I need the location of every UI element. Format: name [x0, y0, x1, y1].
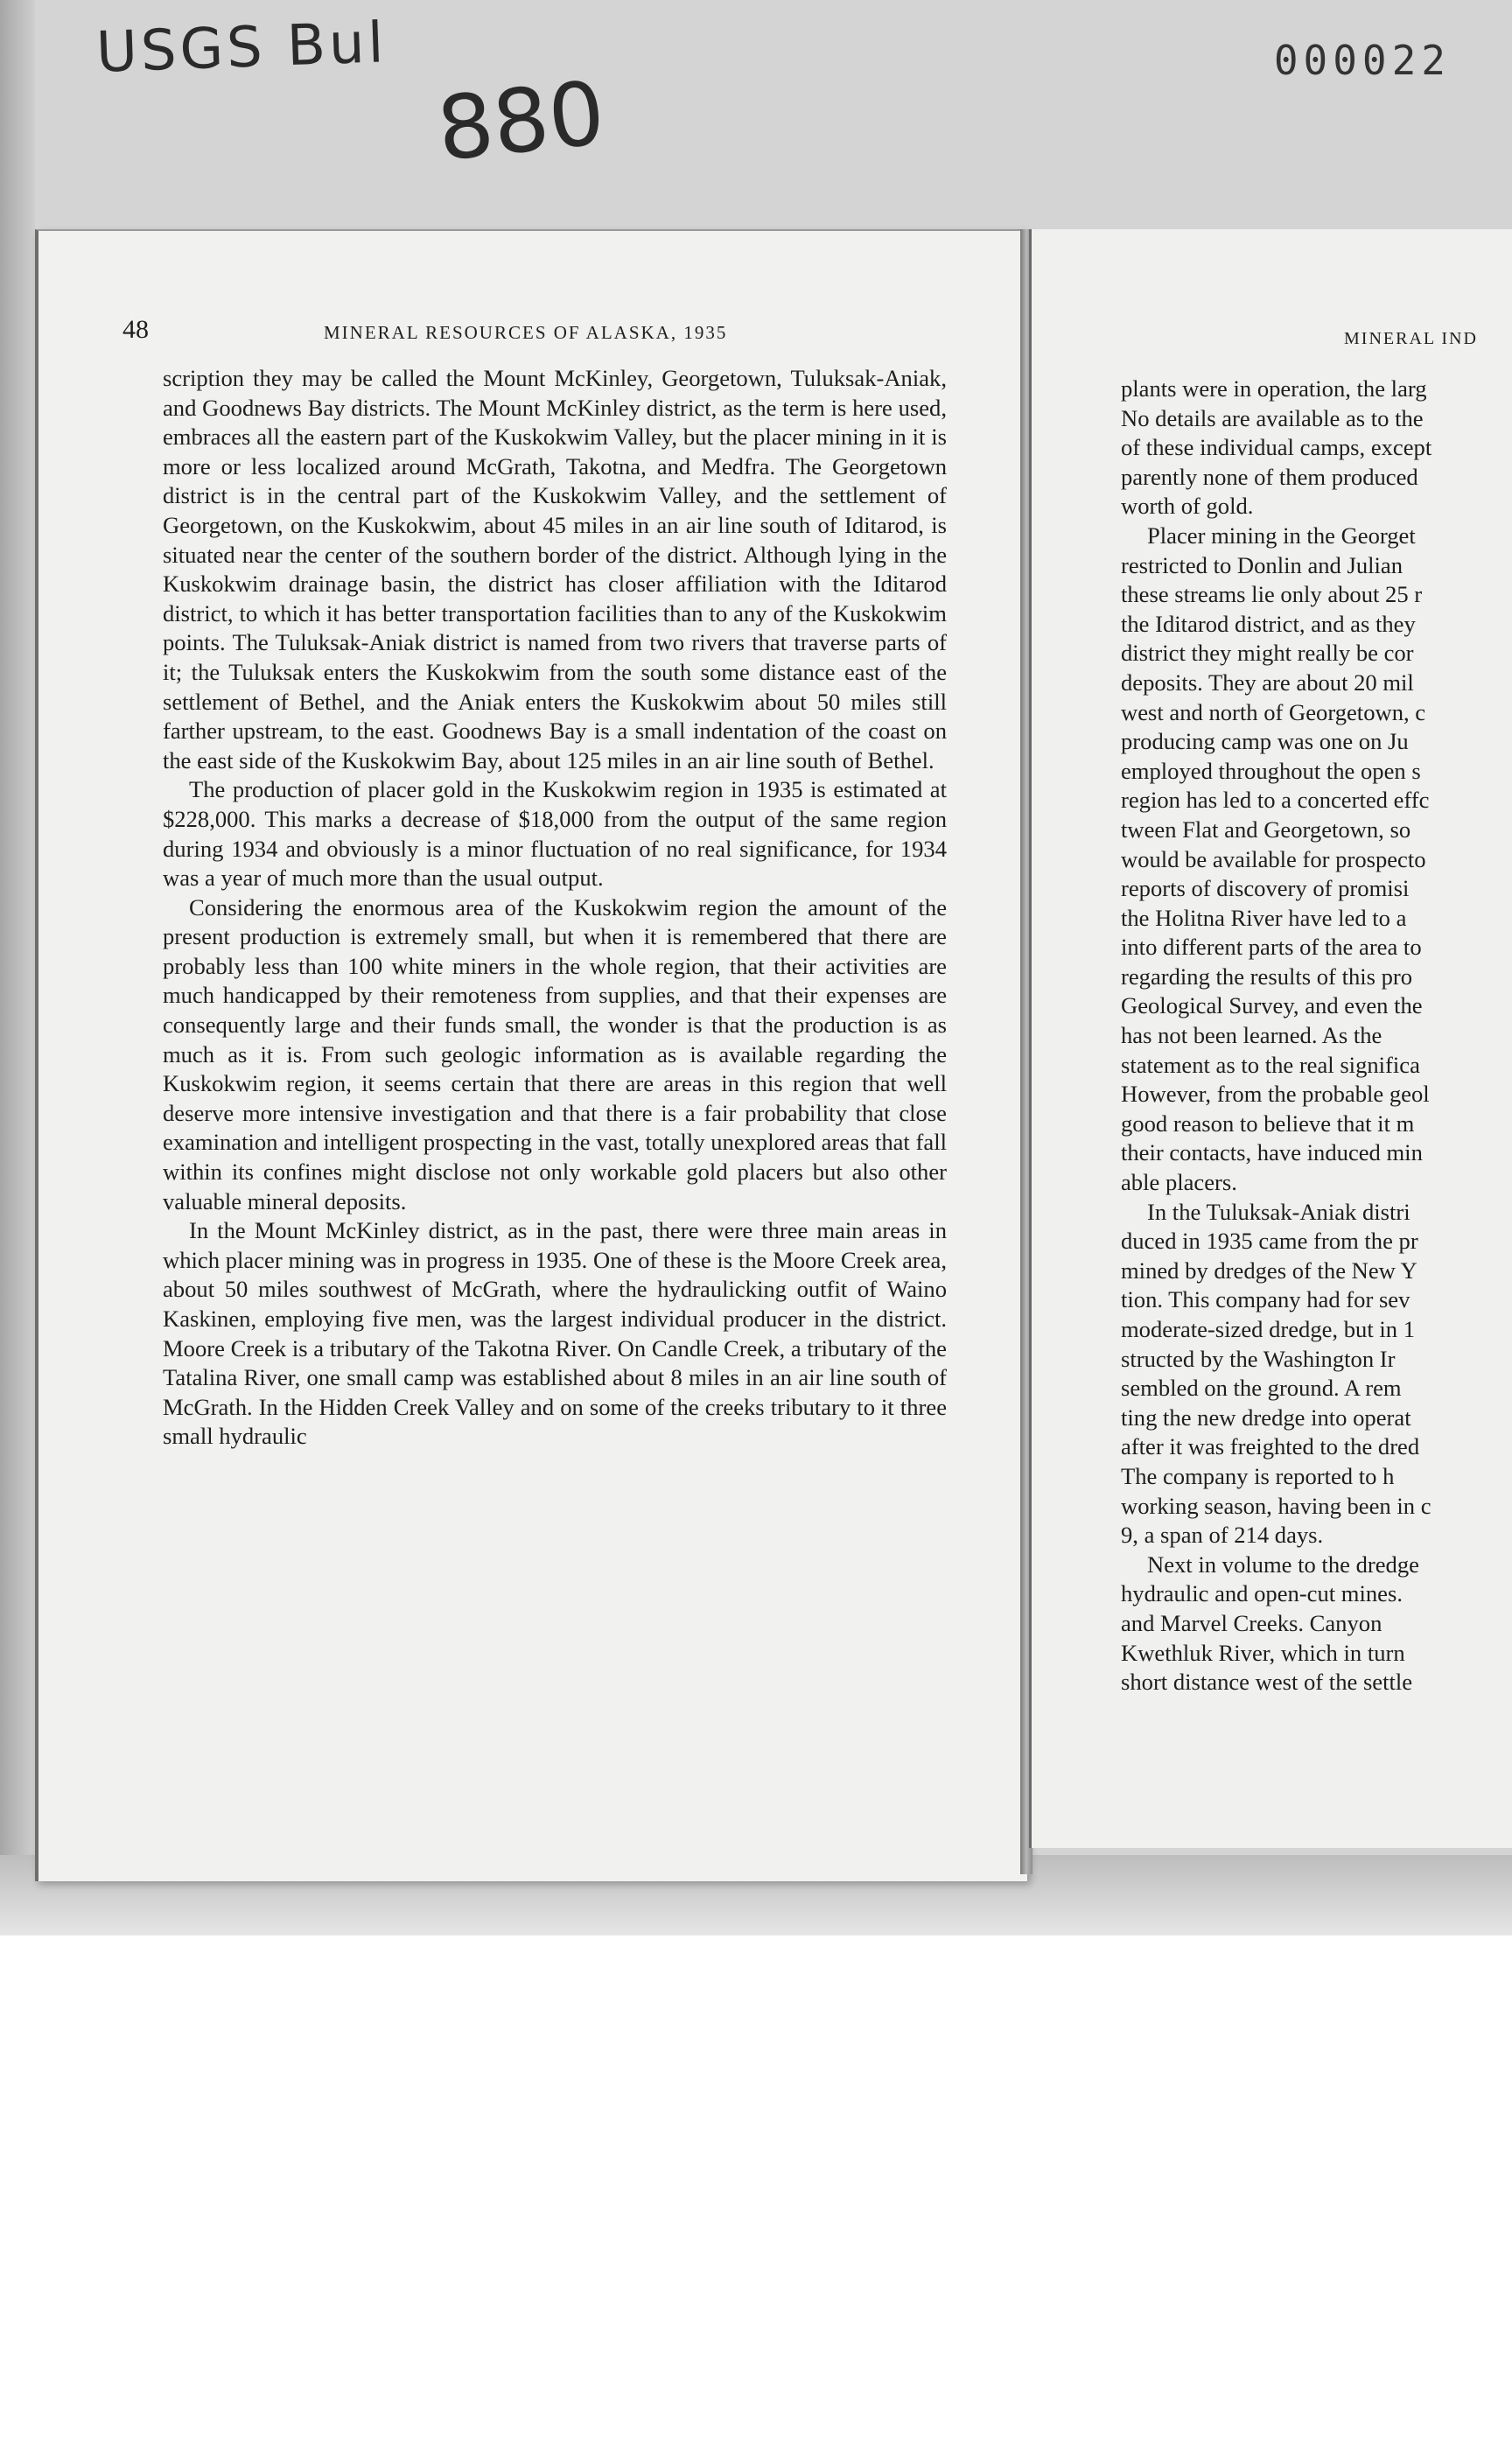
right-page-line: duced in 1935 came from the pr [1121, 1228, 1418, 1255]
right-page-line: plants were in operation, the larg [1121, 375, 1427, 402]
right-page-line: of these individual camps, except [1121, 434, 1432, 461]
right-page-line: mined by dredges of the New Y [1121, 1256, 1418, 1284]
right-page-line: Geological Survey, and even the [1121, 992, 1423, 1019]
right-page-line: these streams lie only about 25 r [1121, 581, 1423, 608]
right-page-line: structed by the Washington Ir [1121, 1345, 1396, 1372]
paragraph: scription they may be called the Mount McKinley, Georgetown, Tuluksak-Aniak, and Goodnews Bay districts. The Mount McKinley district, as the term is here used, embraces all the eastern part of the Kuskokwim Valley, but the placer mining in it is more or less localized around McGrath, Takotna, and Medfra. The Georgetown district is in the central part of the Kuskokwim Valley, and the settlement of Georgetown, on the Kuskokwim, about 45 miles in an air line south of Iditarod, is situated near the center of the southern border of the district. Although lying in the Kuskokwim drainage basin, the district has closer affiliation with the Iditarod district, to which it has better transportation facilities than to any of the Kuskokwim points. The Tuluksak-Aniak district is named from two rivers that traverse parts of it; the Tuluksak enters the Kuskokwim from the south some distance east of the settlement of Bethel, and the Aniak enters the Kuskokwim about 50 miles still farther upstream, to the east. Goodnews Bay is a small indentation of the coast on the east side of the Kuskokwim Bay, about 125 miles in an air line south of Bethel. [163, 365, 947, 774]
right-page-line: restricted to Donlin and Julian [1121, 551, 1404, 578]
stamp-number: 000022 [1273, 37, 1451, 84]
right-page-running-head: MINERAL IND [1344, 329, 1478, 348]
right-page-line: able placers. [1121, 1169, 1237, 1196]
paragraph: In the Mount McKinley district, as in the past, there were three main areas in which placer mining was in progress in 1935. One of these is the Moore Creek area, about 50 miles southwest of McGrath, where the hydraulicking outfit of Waino Kaskinen, employing five men, was the largest individual producer in the district. Moore Creek is a tributary of the Takotna River. On Candle Creek, a tributary of the Tatalina River, one small camp was established about 8 miles in an air line south of McGrath. In the Hidden Creek Valley and on some of the creeks tributary to it three small hydraulic [163, 1217, 947, 1450]
right-page-line: In the Tuluksak-Aniak distri [1147, 1198, 1410, 1225]
right-page-line: region has led to a concerted effc [1121, 787, 1430, 814]
handwritten-label: USGS Bul [94, 10, 388, 86]
handwritten-number: 880 [432, 61, 610, 181]
right-page-line: 9, a span of 214 days. [1121, 1522, 1324, 1549]
right-page-line: into different parts of the area to [1121, 934, 1422, 961]
left-page-header [122, 315, 945, 350]
paragraph: The production of placer gold in the Kuskokwim region in 1935 is estimated at $228,000. This marks a decrease of $18,000 from the output of the same region during 1934 and obviously is a minor fluctuation of no real significance, for 1934 was a year of much more than the usual output. [163, 776, 947, 892]
right-page-line: moderate-sized dredge, but in 1 [1121, 1316, 1415, 1342]
right-page-line: However, from the probable geol [1121, 1081, 1430, 1108]
right-page-line: employed throughout the open s [1121, 757, 1421, 784]
right-page-line: west and north of Georgetown, c [1121, 698, 1426, 725]
right-page-line: reports of discovery of promisi [1121, 875, 1410, 902]
right-page-line: has not been learned. As the [1121, 1022, 1382, 1049]
right-page-line: sembled on the ground. A rem [1121, 1375, 1402, 1402]
right-page-line: working season, having been in c [1121, 1492, 1432, 1519]
right-page-line: Kwethluk River, which in turn [1121, 1639, 1405, 1666]
right-page-line: No details are available as to the [1121, 404, 1424, 431]
right-page-line: producing camp was one on Ju [1121, 728, 1409, 755]
right-page-line: worth of gold. [1121, 493, 1254, 520]
right-page-body [1121, 374, 1506, 1698]
right-page-line: deposits. They are about 20 mil [1121, 668, 1414, 696]
right-page-line: statement as to the real significa [1121, 1051, 1420, 1078]
right-page-line: the Holitna River have led to a [1121, 904, 1407, 931]
right-page-line: hydraulic and open-cut mines. [1121, 1580, 1403, 1607]
right-page-line: would be available for prospecto [1121, 845, 1426, 872]
page-number: 48 [122, 315, 149, 344]
right-page-line: parently none of them produced [1121, 463, 1418, 490]
running-head: MINERAL RESOURCES OF ALASKA, 1935 [324, 322, 728, 343]
right-page-line: short distance west of the settle [1121, 1669, 1413, 1696]
scan-binding-edge [0, 0, 35, 1936]
right-page-line: after it was freighted to the dred [1121, 1433, 1420, 1460]
right-page-line: tween Flat and Georgetown, so [1121, 816, 1411, 843]
right-page-line: Next in volume to the dredge [1147, 1550, 1419, 1578]
left-page-body [163, 364, 947, 1452]
right-page-line: good reason to believe that it m [1121, 1110, 1415, 1137]
right-page-line: district they might really be cor [1121, 640, 1414, 667]
right-page-line: The company is reported to h [1121, 1462, 1395, 1489]
right-page-line: regarding the results of this pro [1121, 962, 1413, 990]
right-page-line: tion. This company had for sev [1121, 1286, 1410, 1313]
right-page-line: and Marvel Creeks. Canyon [1121, 1609, 1382, 1636]
right-page-line: their contacts, have induced min [1121, 1139, 1423, 1166]
paragraph: Considering the enormous area of the Kuskokwim region the amount of the present production is extremely small, but when it is remembered that there are probably less than 100 white miners in the whole region, that their activities are much handicapped by their remoteness from supplies, and that their expenses are consequently large and their funds small, the wonder is that the production is as much as it is. From such geologic information as is available regarding the Kuskokwim region, it seems certain that there are areas in this region that well deserve more intensive investigation and that there is a fair probability that close examination and intelligent prospecting in the vast, totally unexplored areas that fall within its confines might disclose not only workable gold placers but also other valuable mineral deposits. [163, 893, 947, 1214]
right-page-line: Placer mining in the Georget [1147, 522, 1416, 549]
right-page-line: the Iditarod district, and as they [1121, 610, 1416, 637]
right-page-line: ting the new dredge into operat [1121, 1404, 1411, 1431]
